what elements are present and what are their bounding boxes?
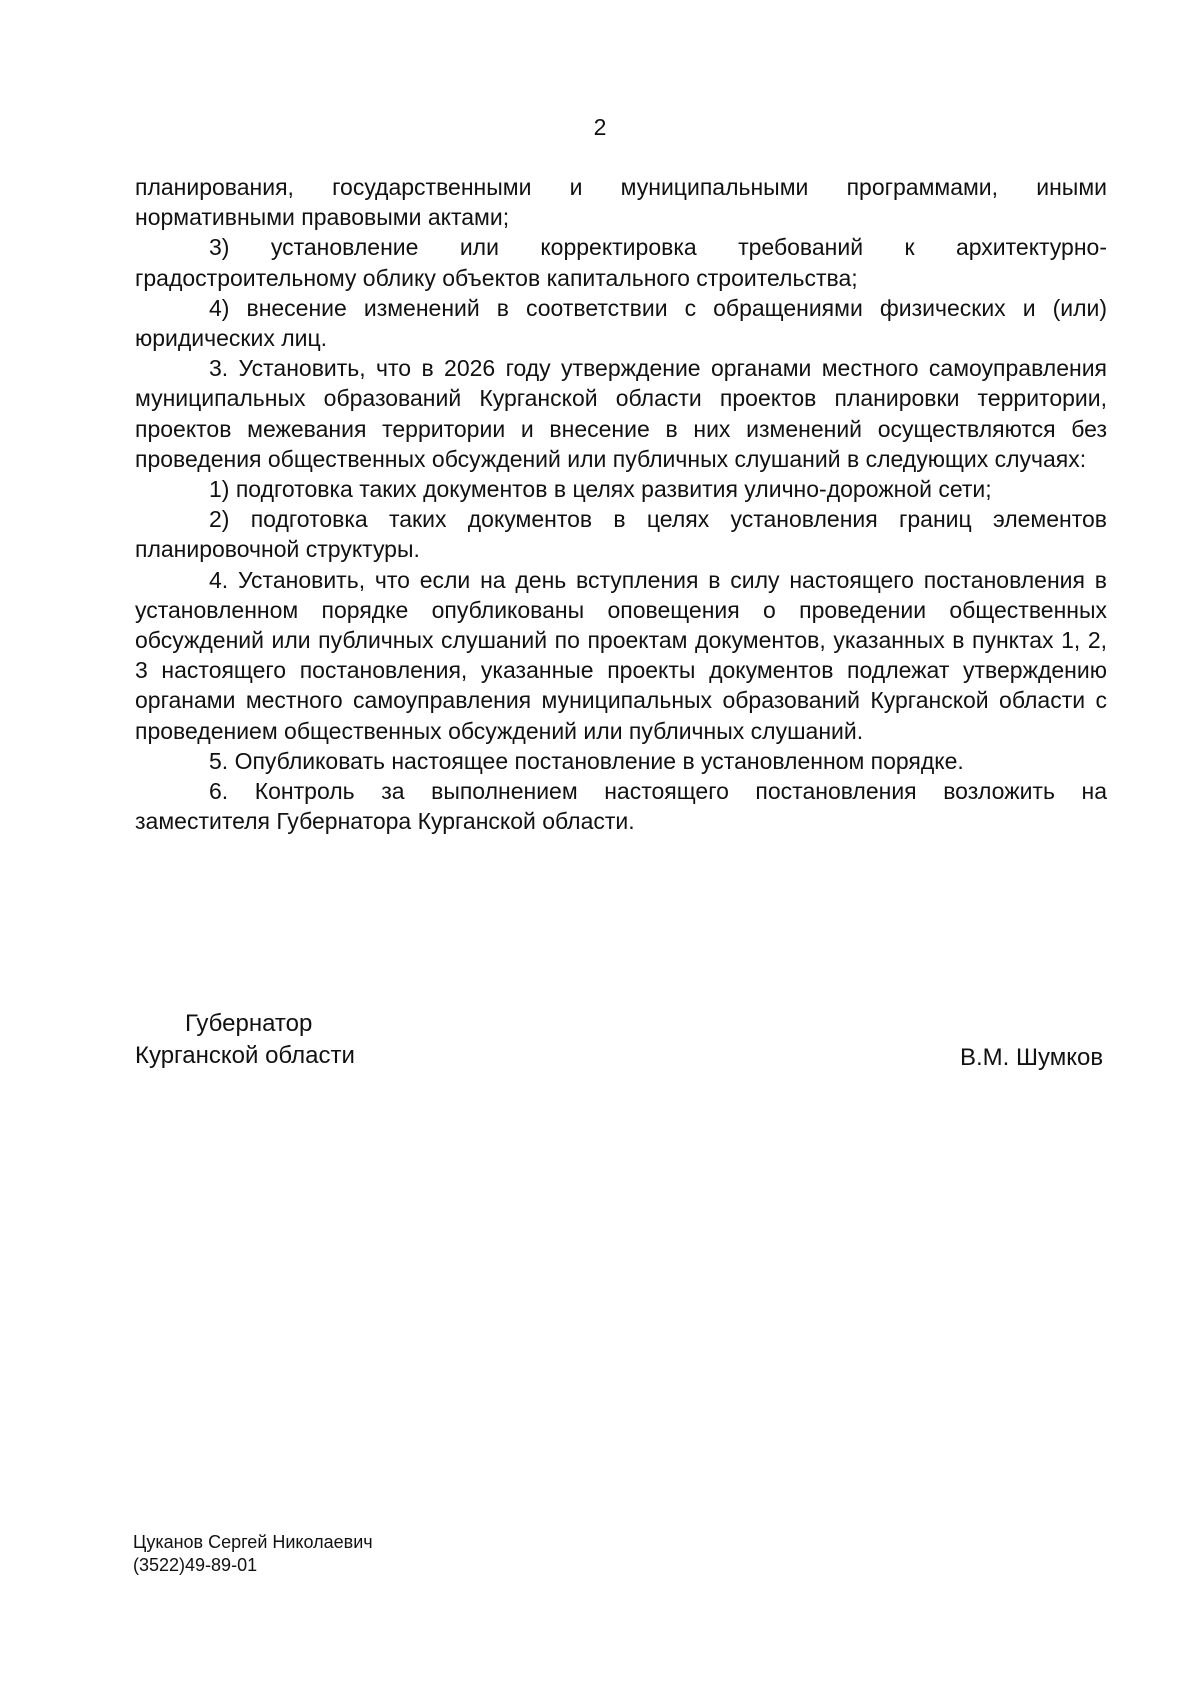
paragraph-clause-3-item-1: 1) подготовка таких документов в целях развития улично-дорожной сети; xyxy=(209,476,992,503)
contact-block xyxy=(133,1531,373,1577)
paragraph-clause-3-item-2: 2) подготовка таких документов в целях установления границ элементов планировочной структуры. xyxy=(135,506,1107,563)
signatory-position xyxy=(135,1008,355,1072)
paragraph-item-4: 4) внесение изменений в соответствии с обращениями физических и (или) юридических лиц. xyxy=(135,294,1107,352)
paragraph-clause-4: 4. Установить, что если на день вступления в силу настоящего постановления в установленном порядке опубликованы оповещения о проведении общественных обсуждений или публичных слушаний по проектам документов, указанных в пунктах 1, 2, 3 настоящего постановления, указанные проекты документов подлежат утверждению органами местного самоуправления муниципальных образований Курганской области с проведением общественных обсуждений или публичных слушаний. xyxy=(135,566,1107,744)
document-body xyxy=(135,172,1107,836)
page-number: 2 xyxy=(593,114,607,140)
contact-phone: (3522)49-89-01 xyxy=(133,1555,258,1575)
paragraph-clause-6: 6. Контроль за выполнением настоящего постановления возложить на заместителя Губернатора Курганской области. xyxy=(135,778,1107,835)
contact-name: Цуканов Сергей Николаевич xyxy=(133,1532,373,1552)
paragraph-clause-3: 3. Установить, что в 2026 году утверждение органами местного самоуправления муниципальных образований Курганской области проектов планировки территории, проектов межевания территории и внесение в них изменений осуществляются без проведения общественных обсуждений или публичных слушаний в следующих случаях: xyxy=(135,355,1107,472)
signatory-name: В.М. Шумков xyxy=(960,1044,1104,1071)
paragraph-clause-5: 5. Опубликовать настоящее постановление в установленном порядке. xyxy=(209,747,964,774)
signatory-title: Губернатор xyxy=(185,1010,313,1037)
signatory-region: Курганской области xyxy=(135,1042,355,1069)
paragraph-item-3: 3) установление или корректировка требований к архитектурно-градостроительному облику объектов капитального строительства; xyxy=(135,234,1107,291)
paragraph-continuation: планирования, государственными и муниципальными программами, иными нормативными правовыми актами; xyxy=(135,174,1107,231)
